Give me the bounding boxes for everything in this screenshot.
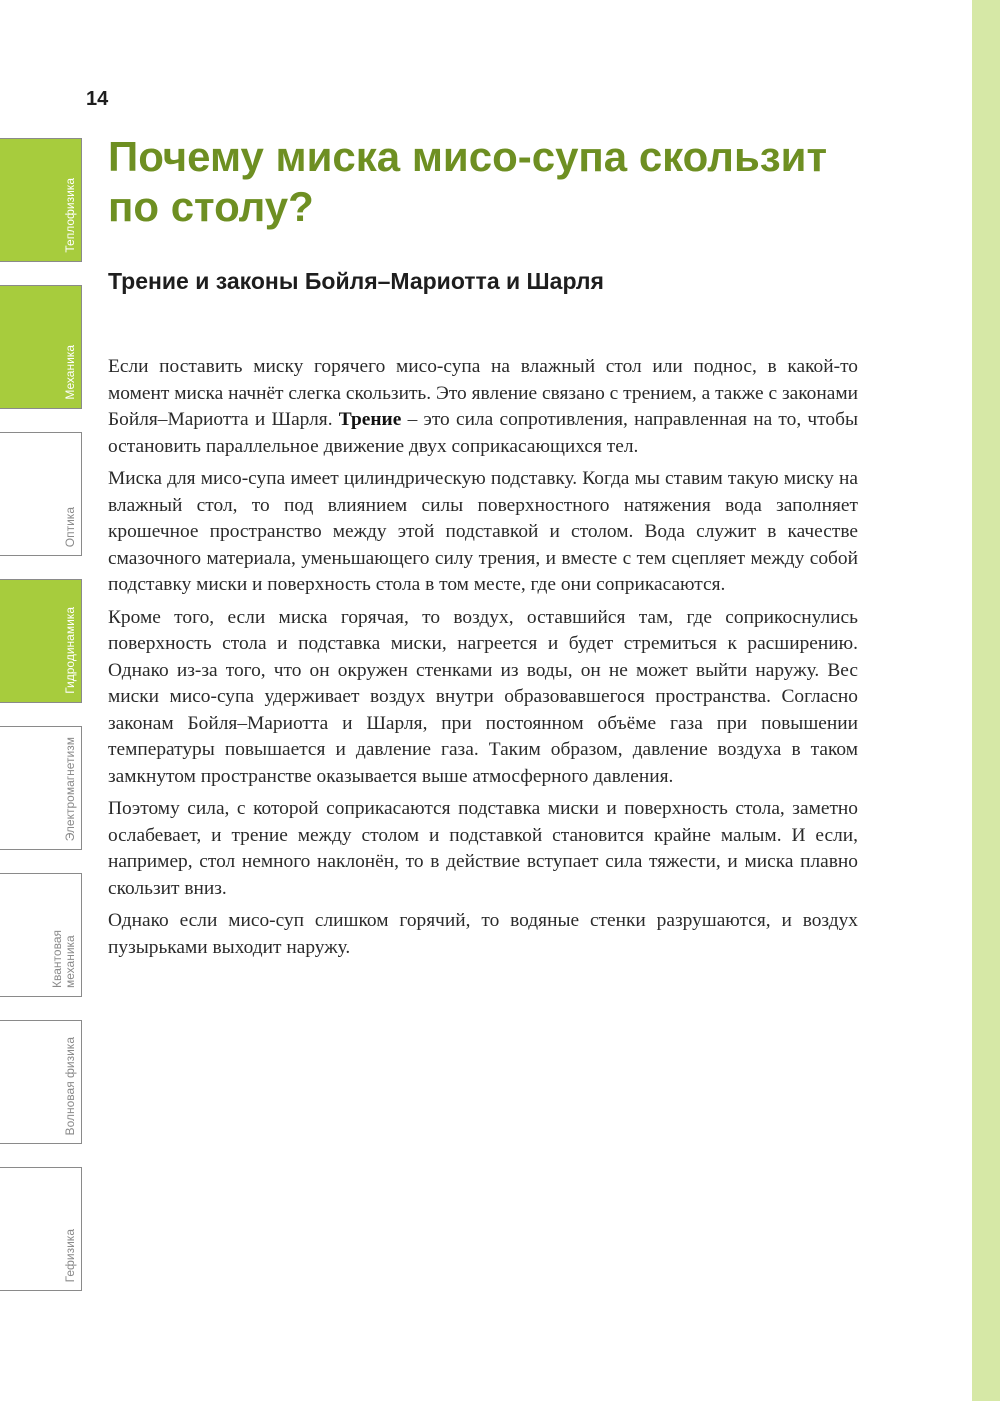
term-friction: Трение bbox=[338, 409, 402, 430]
paragraph-2: Миска для мисо-супа имеет цилиндрическую подставку. Когда мы ставим такую миску на влажный стол, то под влиянием силы поверхностного натяжения вода заполняет крошечное пространство между этой подставкой и столом. Вода служит в качестве смазочного материала, уменьшающего силу трения, и вместе с тем сцепляет между собой подставку миски и поверхность стола в том месте, где они соприкасаются. bbox=[108, 468, 858, 595]
tab-hydrodynamics[interactable] bbox=[0, 579, 82, 703]
paragraph-4: Поэтому сила, с которой соприкасаются подставка миски и поверхность стола, заметно ослабевает, и трение между столом и подставкой становится крайне малым. И если, например, стол немного наклонён, то в действие вступает сила тяжести, и миска плавно скользит вниз. bbox=[108, 798, 858, 899]
tab-label: Теплофизика bbox=[63, 178, 77, 253]
tab-optics[interactable] bbox=[0, 432, 82, 556]
tab-label: Гефизика bbox=[63, 1228, 77, 1282]
tab-label: Механика bbox=[63, 345, 77, 400]
tab-label: Оптика bbox=[63, 506, 77, 547]
tab-label: Гидродинамика bbox=[63, 607, 77, 694]
article-body bbox=[108, 354, 858, 967]
tab-label: Квантовая механика bbox=[50, 930, 77, 988]
page-title: Почему миска мисо-супа скользит по столу? bbox=[108, 133, 828, 230]
tab-label: Волновая физика bbox=[63, 1036, 77, 1135]
tab-geophysics[interactable] bbox=[0, 1167, 82, 1291]
right-margin-strip bbox=[972, 0, 1000, 1401]
paragraph-3: Кроме того, если миска горячая, то воздух, оставшийся там, где соприкоснулись поверхность стола и подставка миски, нагреется и будет стремиться к расширению. Однако из-за того, что он окружен стенками из воды, он не может выйти наружу. Вес миски мисо-супа удерживает воздух внутри образовавшегося пространства. Согласно законам Бойля–Мариотта и Шарля, при постоянном объёме газа при повышении температуры повышается и давление газа. Таким образом, давление воздуха в таком замкнутом пространстве оказывается выше атмосферного давления. bbox=[108, 606, 858, 787]
paragraph-1: Если поставить миску горячего мисо-супа на влажный стол или поднос, в какой-то момент миска начнёт слегка скользить. Это явление связано с трением, а также с законами Бойля–Мариотта и Шарля. Трение – это сила сопротивления, направленная на то, чтобы остановить параллельное движение двух соприкасающихся тел. bbox=[108, 356, 858, 457]
page-number: 14 bbox=[86, 88, 109, 110]
tab-thermophysics[interactable] bbox=[0, 138, 82, 262]
tab-electromagnetism[interactable] bbox=[0, 726, 82, 850]
tab-label: Электромагнетизм bbox=[63, 736, 77, 841]
tab-wave-physics[interactable] bbox=[0, 1020, 82, 1144]
page-subtitle: Трение и законы Бойля–Мариотта и Шарля bbox=[108, 268, 604, 294]
paragraph-5: Однако если мисо-суп слишком горячий, то водяные стенки разрушаются, и воздух пузырьками выходит наружу. bbox=[108, 910, 858, 958]
tab-mechanics[interactable] bbox=[0, 285, 82, 409]
tab-quantum-mechanics[interactable] bbox=[0, 873, 82, 997]
